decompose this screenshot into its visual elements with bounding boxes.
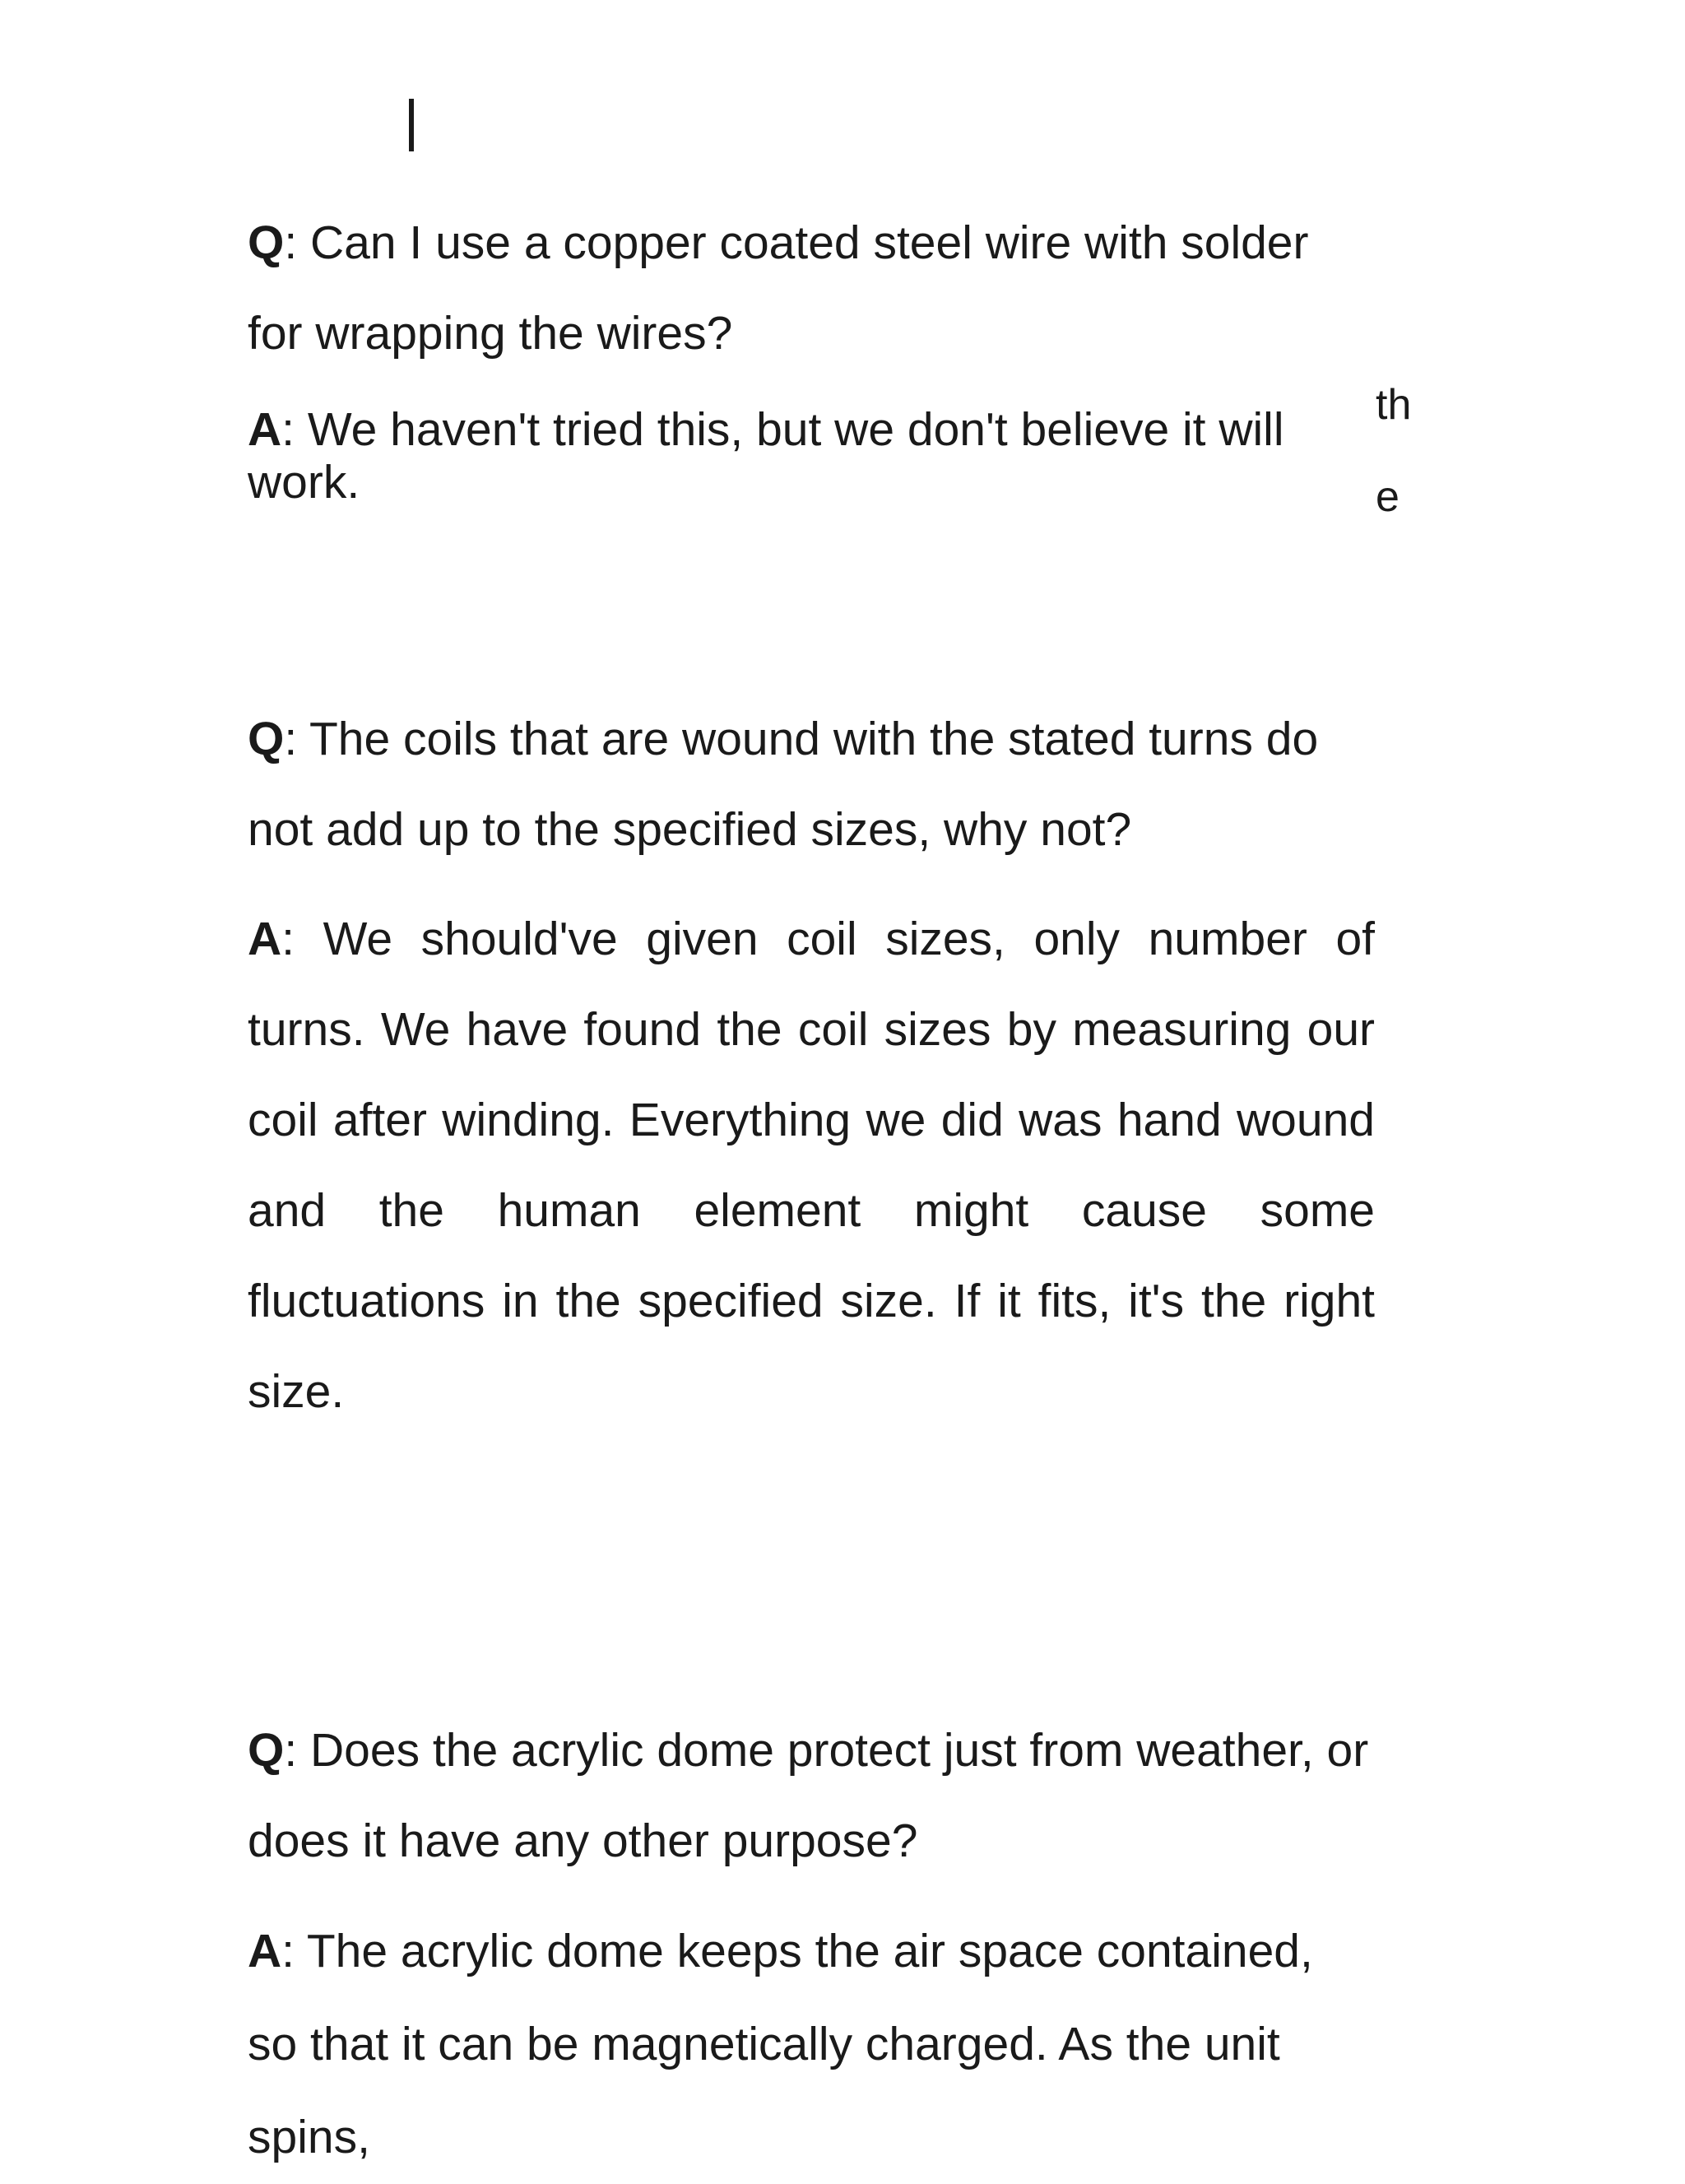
faq-question-1 <box>248 197 1375 379</box>
faq-answer-1 <box>248 403 1317 509</box>
text-cursor-mark <box>409 99 414 151</box>
answer-label: A <box>248 913 282 965</box>
faq-question-2 <box>248 694 1375 875</box>
faq-question-3 <box>248 1705 1375 1886</box>
answer-label: A <box>248 1925 282 1977</box>
question-label: Q <box>248 713 285 765</box>
margin-fragment-2: e <box>1376 473 1400 521</box>
answer-text: : We haven't tried this, but we don't believe it will work. <box>248 403 1284 509</box>
answer-label: A <box>248 403 282 456</box>
question-label: Q <box>248 216 285 269</box>
faq-answer-3 <box>248 1905 1375 2184</box>
margin-fragment-1: th <box>1376 381 1412 429</box>
answer-text: : The acrylic dome keeps the air space contained, so that it can be magnetically charged. As the unit spins, <box>248 1925 1313 2163</box>
faq-answer-2 <box>248 894 1375 1437</box>
question-text: : The coils that are wound with the stated turns do not add up to the specified sizes, why not? <box>248 713 1319 856</box>
question-label: Q <box>248 1724 285 1777</box>
answer-text: : We should've given coil sizes, only number of turns. We have found the coil sizes by measuring our coil after winding. Everything we did was hand wound and the human element might cause some fluctuations in the specified size. If it fits, it's the right size. <box>248 913 1375 1418</box>
question-text: : Does the acrylic dome protect just from weather, or does it have any other purpose? <box>248 1724 1369 1867</box>
question-text: : Can I use a copper coated steel wire with solder for wrapping the wires? <box>248 216 1309 360</box>
